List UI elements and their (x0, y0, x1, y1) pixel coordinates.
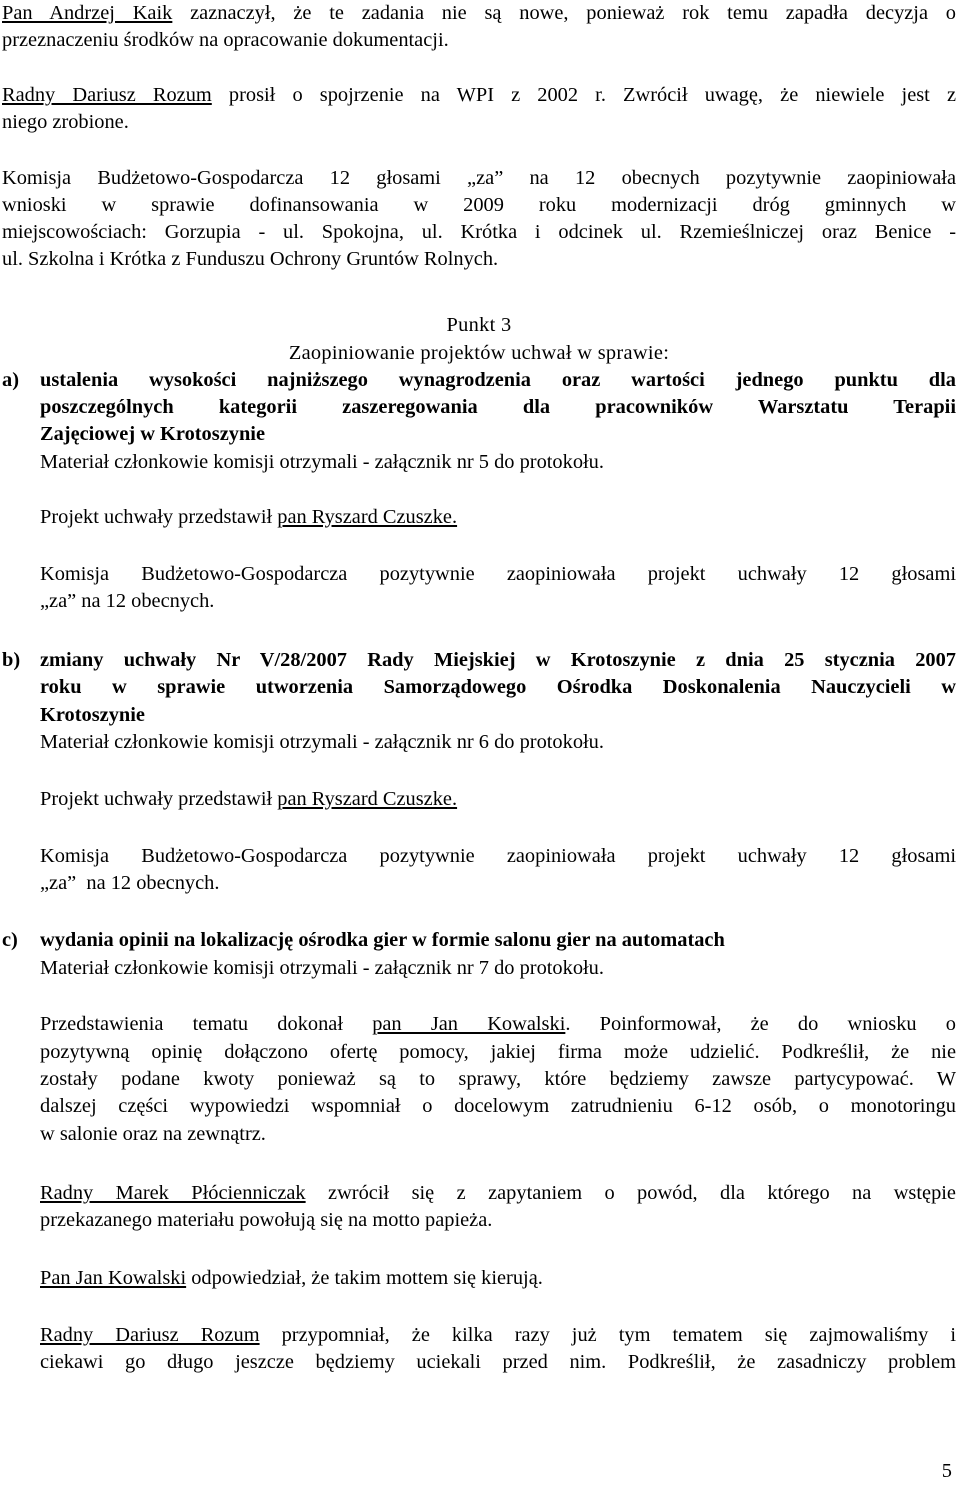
item-b-label: b) (2, 649, 21, 671)
item-a-presented-by: Projekt uchwały przedstawił pan Ryszard Czuszke. (40, 506, 458, 528)
page-number: 5 (941, 1460, 952, 1482)
item-a-heading-line1: ustalenia wysokości najniższego wynagrodzenia oraz wartości jednego punktu dla (40, 369, 956, 391)
item-b-vote-line1: Komisja Budżetowo-Gospodarcza pozytywnie zaopiniowała projekt uchwały 12 głosami (40, 845, 956, 867)
paragraph-rozum-line2: niego zrobione. (2, 111, 129, 133)
item-a-label: a) (2, 369, 19, 391)
item-c-presentation-line3: zostały podane kwoty ponieważ są to sprawy, które będziemy zawsze partycypować. W (40, 1068, 956, 1090)
item-b-heading-line1: zmiany uchwały Nr V/28/2007 Rady Miejskiej w Krotoszynie z dnia 25 stycznia 2007 (40, 649, 956, 671)
speaker-name: Radny Dariusz Rozum (40, 1324, 260, 1346)
item-c-material: Materiał członkowie komisji otrzymali - załącznik nr 7 do protokołu. (40, 957, 604, 979)
item-a-vote-line2: „za” na 12 obecnych. (40, 590, 215, 612)
item-a-material: Materiał członkowie komisji otrzymali - załącznik nr 5 do protokołu. (40, 451, 604, 473)
speaker-name: Radny Marek Płócienniczak (40, 1182, 306, 1204)
item-c-presentation-line5: w salonie oraz na zewnątrz. (40, 1123, 266, 1145)
paragraph-kaik-line2: przeznaczeniu środków na opracowanie dokumentacji. (2, 29, 449, 51)
section-title: Punkt 3 (446, 314, 512, 336)
question-line1: Radny Marek Płócienniczak zwrócił się z zapytaniem o powód, dla którego na wstępie (40, 1182, 956, 1204)
commission-vote-line2: wnioski w sprawie dofinansowania w 2009 roku modernizacji dróg gminnych w (2, 194, 956, 216)
item-c-heading: wydania opinii na lokalizację ośrodka gier w formie salonu gier na automatach (40, 929, 725, 951)
question-line2: przekazanego materiału powołują się na motto papieża. (40, 1209, 493, 1231)
item-b-presented-by: Projekt uchwały przedstawił pan Ryszard Czuszke. (40, 788, 458, 810)
presenter-name: pan Jan Kowalski (372, 1013, 566, 1035)
item-c-presentation-line4: dalszej części wypowiedzi wspomniał o docelowym zatrudnieniu 6-12 osób, o monotoringu (40, 1095, 956, 1117)
speaker-name: Pan Andrzej Kaik (2, 2, 173, 24)
remark-line2: ciekawi go długo jeszcze będziemy uciekali przed nim. Podkreślił, że zasadniczy problem (40, 1351, 956, 1373)
item-a-vote-line1: Komisja Budżetowo-Gospodarcza pozytywnie zaopiniowała projekt uchwały 12 głosami (40, 563, 956, 585)
paragraph-kaik-line1: Pan Andrzej Kaik zaznaczył, że te zadania nie są nowe, ponieważ rok temu zapadła decyzja o (2, 2, 957, 24)
commission-vote-line3: miejscowościach: Gorzupia - ul. Spokojna, ul. Krótka i odcinek ul. Rzemieślniczej oraz Benice - (2, 221, 956, 243)
paragraph-rozum-line1: Radny Dariusz Rozum prosił o spojrzenie na WPI z 2002 r. Zwrócił uwagę, że niewiele jest z (2, 84, 957, 106)
remark-line1: Radny Dariusz Rozum przypomniał, że kilka razy już tym tematem się zajmowaliśmy i (40, 1324, 956, 1346)
item-c-presentation-line1: Przedstawienia tematu dokonał pan Jan Kowalski. Poinformował, że do wniosku o (40, 1013, 956, 1035)
commission-vote-line1: Komisja Budżetowo-Gospodarcza 12 głosami „za” na 12 obecnych pozytywnie zaopiniowała (2, 167, 956, 189)
answer-line: Pan Jan Kowalski odpowiedział, że takim mottem się kierują. (40, 1267, 543, 1289)
item-c-label: c) (2, 929, 18, 951)
item-b-heading-line2: roku w sprawie utworzenia Samorządowego Ośrodka Doskonalenia Nauczycieli w (40, 676, 956, 698)
item-a-heading-line2: poszczególnych kategorii zaszeregowania dla pracowników Warsztatu Terapii (40, 396, 956, 418)
speaker-name: Pan Jan Kowalski (40, 1267, 187, 1289)
presenter-name: pan Ryszard Czuszke. (277, 506, 458, 528)
speaker-name: Radny Dariusz Rozum (2, 84, 212, 106)
item-b-heading-line3: Krotoszynie (40, 704, 145, 726)
item-a-heading-line3: Zajęciowej w Krotoszynie (40, 423, 265, 445)
item-c-presentation-line2: pozytywną opinię dołączono ofertę pomocy, jakiej firma może udzielić. Podkreślił, że nie (40, 1041, 956, 1063)
presenter-name: pan Ryszard Czuszke. (277, 788, 458, 810)
section-subtitle: Zaopiniowanie projektów uchwał w sprawie: (288, 342, 670, 364)
item-b-vote-line2: „za” na 12 obecnych. (40, 872, 220, 894)
item-b-material: Materiał członkowie komisji otrzymali - załącznik nr 6 do protokołu. (40, 731, 604, 753)
commission-vote-line4: ul. Szkolna i Krótka z Funduszu Ochrony Gruntów Rolnych. (2, 248, 499, 270)
